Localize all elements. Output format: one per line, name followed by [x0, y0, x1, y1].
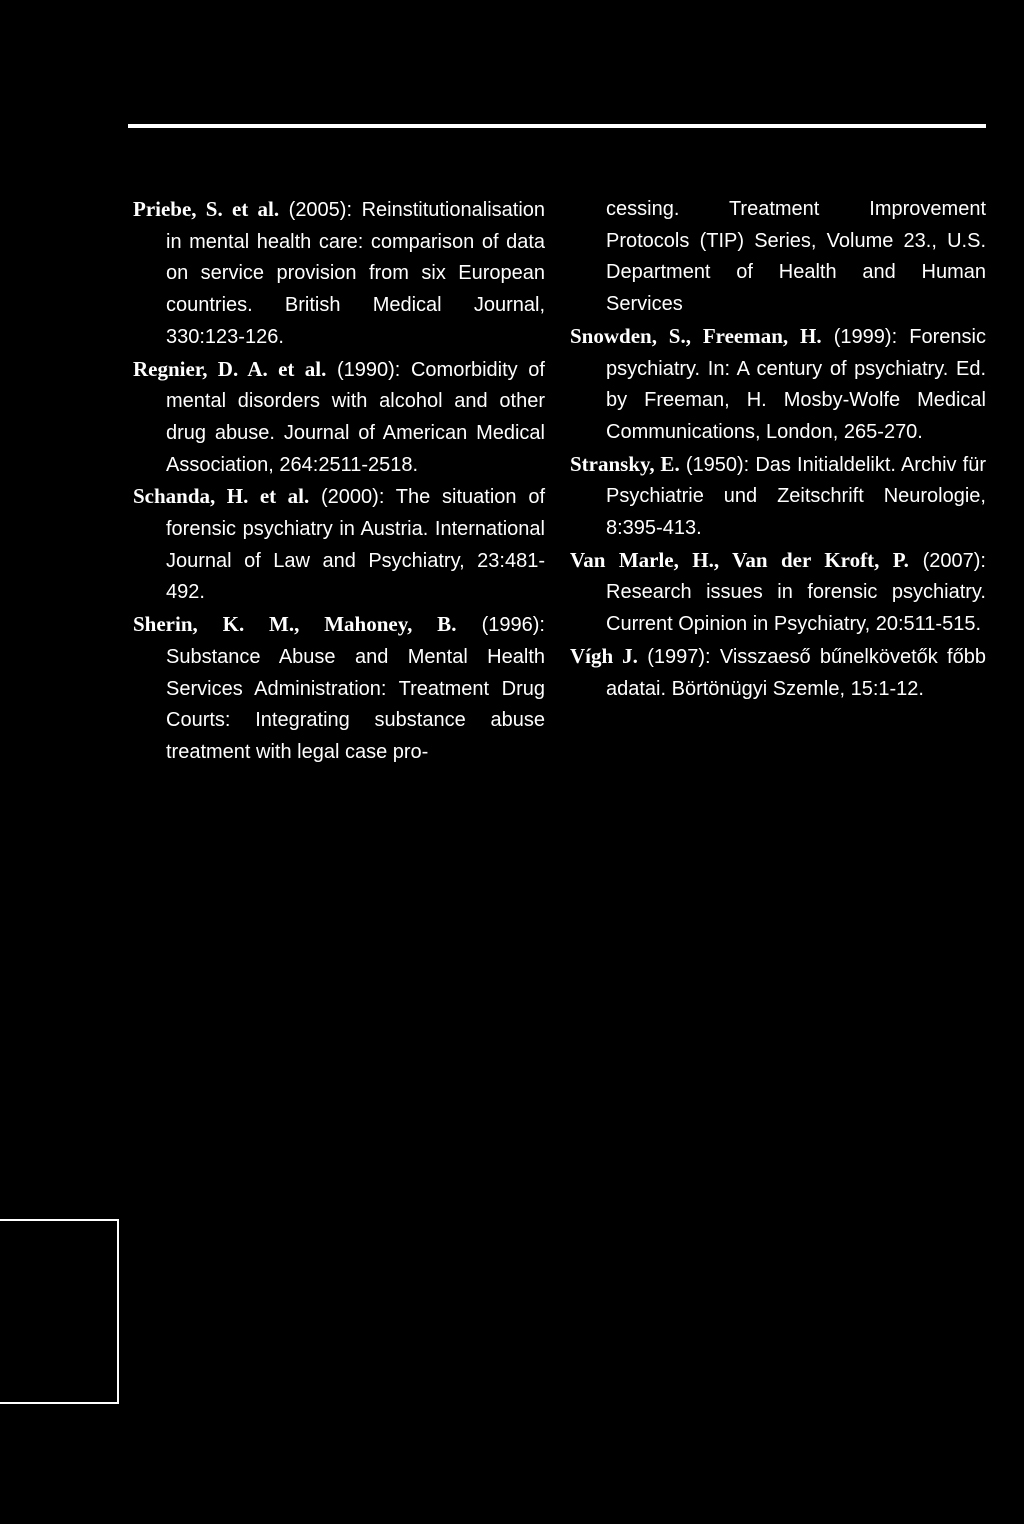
references-left-column	[133, 194, 545, 769]
reference-continuation: cessing. Treatment Improvement Protocols (TIP) Series, Volume 23., U.S. Department of Health and Human Services	[606, 198, 986, 316]
reference-text: (2000): The situation of forensic psychiatry in Austria. International Journal of Law and Psychiatry, 23:481-492.	[166, 486, 545, 604]
reference-entry	[133, 481, 545, 609]
reference-text: (1950): Das Initialdelikt. Archiv für Psychiatrie und Zeitschrift Neurologie, 8:395-413.	[606, 453, 986, 540]
reference-entry	[570, 641, 986, 705]
corner-box-outline	[0, 1219, 119, 1404]
reference-entry	[133, 354, 545, 482]
reference-author: Priebe, S. et al.	[133, 197, 280, 221]
reference-text: (1996): Substance Abuse and Mental Health Services Administration: Treatment Drug Courts: Integrating substance abuse treatment with legal case pro-	[166, 614, 545, 763]
reference-text: (2007): Research issues in forensic psychiatry. Current Opinion in Psychiatry, 20:511-515.	[606, 549, 986, 636]
reference-author: Schanda, H. et al.	[133, 484, 310, 509]
reference-author: Van Marle, H., Van der Kroft, P.	[570, 547, 909, 572]
reference-text: (1997): Visszaeső bűnelkövetők főbb adatai. Börtönügyi Szemle, 15:1-12.	[606, 645, 986, 700]
reference-entry	[570, 321, 986, 449]
references-right-column	[570, 194, 986, 705]
reference-text: (1990): Comorbidity of mental disorders with alcohol and other drug abuse. Journal of American Medical Association, 264:2511-2518.	[166, 358, 545, 476]
reference-entry	[570, 545, 986, 641]
reference-author: Regnier, D. A. et al.	[133, 356, 327, 381]
reference-entry	[133, 194, 545, 354]
reference-entry	[570, 449, 986, 545]
reference-author: Vígh J.	[570, 643, 638, 668]
header-rule	[128, 124, 986, 128]
reference-text: (2005): Reinstitutionalisation in mental health care: comparison of data on service provision from six European countries. British Medical Journal, 330:123-126.	[166, 199, 546, 348]
reference-entry	[133, 609, 545, 769]
reference-text: (1999): Forensic psychiatry. In: A century of psychiatry. Ed. by Freeman, H. Mosby-Wolfe Medical Communications, London, 265-270.	[606, 325, 986, 443]
reference-author: Snowden, S., Freeman, H.	[570, 323, 822, 348]
reference-author: Sherin, K. M., Mahoney, B.	[133, 612, 457, 637]
reference-author: Stransky, E.	[570, 451, 680, 476]
